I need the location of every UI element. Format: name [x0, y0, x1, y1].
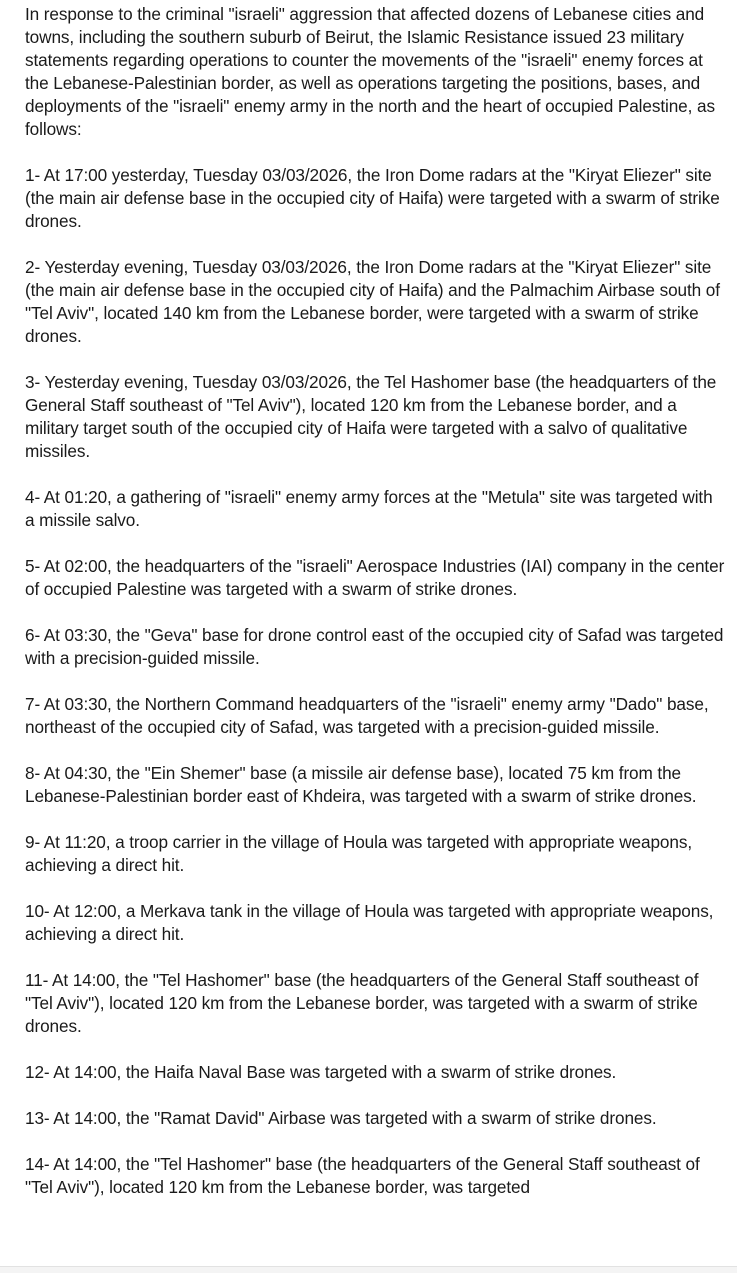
statement-9: 9- At 11:20, a troop carrier in the village of Houla was targeted with appropriate weapons, achieving a direct hit. [25, 832, 693, 875]
intro-paragraph: In response to the criminal "israeli" aggression that affected dozens of Lebanese cities and towns, including the southern suburb of Beirut, the Islamic Resistance issued 23 military statements regarding operations to counter the movements of the "israeli" enemy forces at the Lebanese-Palestinian border, as well as operations targeting the positions, bases, and deployments of the "israeli" enemy army in the north and the heart of occupied Palestine, as follows: [25, 4, 715, 139]
document-body [25, 3, 725, 1222]
statement-8: 8- At 04:30, the "Ein Shemer" base (a missile air defense base), located 75 km from the Lebanese-Palestinian border east of Khdeira, was targeted with a swarm of strike drones. [25, 763, 697, 806]
statement-12: 12- At 14:00, the Haifa Naval Base was targeted with a swarm of strike drones. [25, 1062, 617, 1082]
statement-11: 11- At 14:00, the "Tel Hashomer" base (the headquarters of the General Staff southeast of "Tel Aviv"), located 120 km from the Lebanese border, was targeted with a swarm of strike drones. [25, 970, 699, 1036]
statement-6: 6- At 03:30, the "Geva" base for drone control east of the occupied city of Safad was targeted with a precision-guided missile. [25, 625, 724, 668]
statement-1: 1- At 17:00 yesterday, Tuesday 03/03/2026, the Iron Dome radars at the "Kiryat Eliezer" site (the main air defense base in the occupied city of Haifa) were targeted with a swarm of strike drones. [25, 165, 720, 231]
statement-4: 4- At 01:20, a gathering of "israeli" enemy army forces at the "Metula" site was targeted with a missile salvo. [25, 487, 713, 530]
page-bottom-edge [0, 1266, 737, 1273]
statement-5: 5- At 02:00, the headquarters of the "israeli" Aerospace Industries (IAI) company in the center of occupied Palestine was targeted with a swarm of strike drones. [25, 556, 725, 599]
statement-14: 14- At 14:00, the "Tel Hashomer" base (the headquarters of the General Staff southeast of "Tel Aviv"), located 120 km from the Lebanese border, was targeted [25, 1154, 700, 1197]
statement-10: 10- At 12:00, a Merkava tank in the village of Houla was targeted with appropriate weapons, achieving a direct hit. [25, 901, 714, 944]
statement-3: 3- Yesterday evening, Tuesday 03/03/2026, the Tel Hashomer base (the headquarters of the General Staff southeast of "Tel Aviv"), located 120 km from the Lebanese border, and a military target south of the occupied city of Haifa were targeted with a salvo of qualitative missiles. [25, 372, 717, 461]
statement-2: 2- Yesterday evening, Tuesday 03/03/2026, the Iron Dome radars at the "Kiryat Eliezer" site (the main air defense base in the occupied city of Haifa) and the Palmachim Airbase south of "Tel Aviv", located 140 km from the Lebanese border, were targeted with a swarm of strike drones. [25, 257, 720, 346]
statement-7: 7- At 03:30, the Northern Command headquarters of the "israeli" enemy army "Dado" base, northeast of the occupied city of Safad, was targeted with a precision-guided missile. [25, 694, 709, 737]
statement-13: 13- At 14:00, the "Ramat David" Airbase was targeted with a swarm of strike drones. [25, 1108, 657, 1128]
